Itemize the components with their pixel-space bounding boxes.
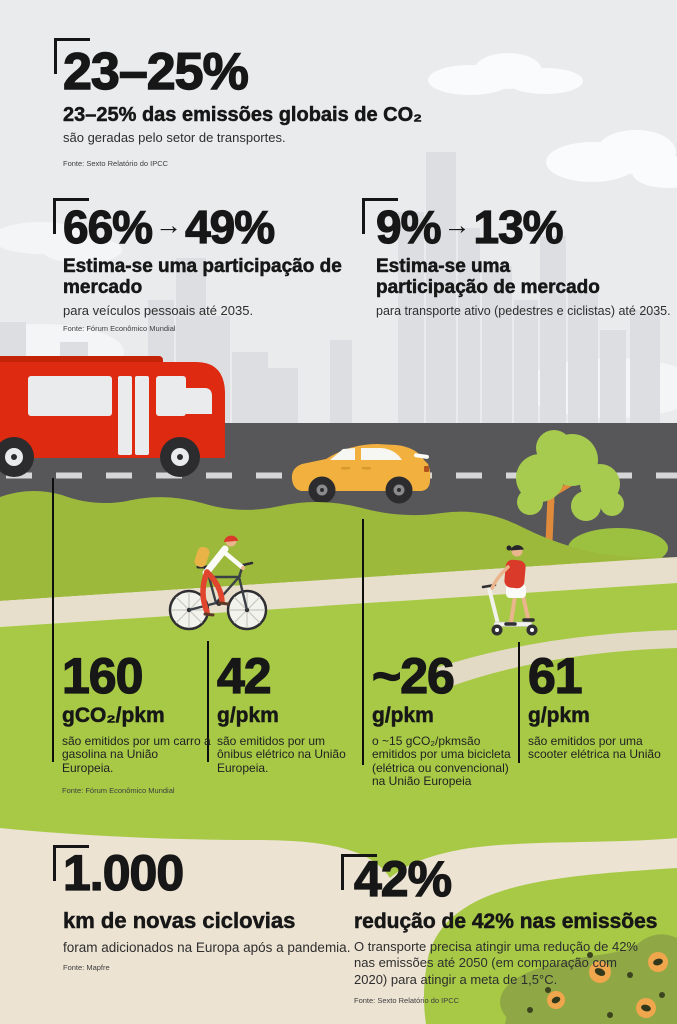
stat-car-unit: gCO₂/pkm [62, 704, 165, 727]
vehicles-value-from: 66% [63, 201, 153, 253]
active-subtitle: Estima-se uma participação de mercado [376, 256, 600, 298]
vehicles-source: Fonte: Fórum Econômico Mundial [63, 323, 176, 333]
global-emissions-block [63, 43, 563, 169]
stat-divider-line [518, 642, 520, 763]
stat-bicycle-unit: g/pkm [372, 704, 434, 727]
vehicles-value-to: 49% [185, 201, 275, 253]
cycle-lanes-body: foram adicionados na Europa após a pandemia. [63, 939, 351, 955]
stat-scooter [528, 648, 676, 762]
stat-scooter-value: 61 [528, 648, 582, 704]
stat-car-source: Fonte: Fórum Econômico Mundial [62, 786, 175, 796]
right-arrow-icon: → [443, 210, 471, 240]
reduction-headline: 42% [354, 851, 452, 907]
active-value-from: 9% [376, 201, 441, 253]
active-value-to: 13% [473, 201, 563, 253]
vehicles-values [63, 201, 363, 253]
right-arrow-icon: → [155, 210, 183, 240]
cycle-lanes-subtitle: km de novas ciclovias [63, 907, 296, 933]
vehicles-body: para veículos pessoais até 2035. [63, 302, 254, 318]
market-share-active-block [376, 201, 676, 319]
reduction-source: Fonte: Sexto Relatório do IPCC [354, 996, 460, 1006]
stat-bus-desc: são emitidos por um ônibus elétrico na União Europeia. [217, 734, 346, 775]
vehicles-subtitle: Estima-se uma participação de mercado [63, 256, 342, 298]
market-share-vehicles-block [63, 201, 363, 333]
emissions-source: Fonte: Sexto Relatório do IPCC [63, 159, 169, 169]
reduction-body: O transporte precisa atingir uma redução de 42% nas emissões até 2050 (em comparação com 2020) para atingir a meta de 1,5°C. [354, 938, 638, 988]
stat-bicycle-value: ~26 [372, 648, 454, 704]
stat-car-desc: são emitidos por um carro a gasolina na União Europeia. [62, 734, 211, 775]
stat-divider-line [52, 478, 54, 762]
stat-bicycle-desc: o ~15 gCO₂/pkmsão emitidos por uma bicicleta (elétrica ou convencional) na União Europeia [372, 734, 511, 789]
reduction-subtitle: redução de 42% nas emissões [354, 909, 658, 933]
active-values [376, 201, 676, 253]
emissions-body: são geradas pelo setor de transportes. [63, 130, 286, 146]
emissions-subtitle: 23–25% das emissões globais de CO₂ [63, 104, 423, 127]
cycle-lanes-headline: 1.000 [63, 845, 184, 901]
stat-bus-unit: g/pkm [217, 704, 279, 727]
cycle-lanes-block [63, 845, 383, 973]
stat-bicycle [372, 648, 512, 789]
reduction-target-block [354, 851, 674, 1006]
stat-scooter-unit: g/pkm [528, 704, 590, 727]
stat-car [62, 648, 212, 796]
emissions-headline: 23–25% [63, 43, 248, 101]
stat-divider-line [362, 519, 364, 765]
cycle-lanes-source: Fonte: Mapfre [63, 963, 110, 973]
stat-bus-value: 42 [217, 648, 271, 704]
stat-scooter-desc: são emitidos por uma scooter elétrica na União [528, 734, 661, 762]
stat-electric-bus [217, 648, 357, 775]
stat-car-value: 160 [62, 648, 143, 704]
active-body: para transporte ativo (pedestres e ciclistas) até 2035. [376, 303, 671, 318]
